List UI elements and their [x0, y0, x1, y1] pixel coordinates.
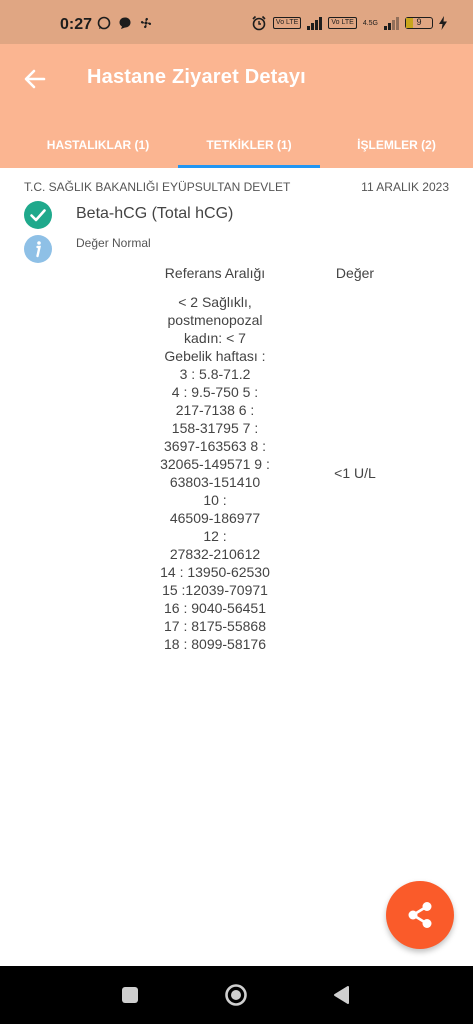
network-type: 4.5G — [362, 19, 378, 27]
battery-level: 9 — [416, 17, 422, 27]
page-title: Hastane Ziyaret Detayı — [87, 66, 306, 88]
circle-icon[interactable] — [224, 983, 248, 1007]
share-button[interactable] — [386, 881, 454, 949]
info-icon — [24, 235, 52, 263]
app-bar — [0, 44, 473, 168]
value-header: Değer — [335, 265, 375, 281]
status-bar — [0, 0, 473, 44]
arrow-left-icon — [20, 64, 50, 94]
signal-strength-1-icon — [307, 17, 322, 30]
triangle-back-icon[interactable] — [332, 985, 350, 1005]
check-circle-icon — [24, 201, 52, 229]
reference-range-text: < 2 Sağlıklı, postmenopozal kadın: < 7 Gebelik haftası : 3 : 5.8-71.2 4 : 9.5-750 5 : 217-7138 6 : 158-31795 7 : 3697-163563 8 : 32065-149571 9 : 63803-151410 10 : 46509-186977 12 : 27832-210612 14 : 13950-62530 15 :12039-70971 16 : 9040-56451 17 : 8175-55868 18 : 8099-58176 — [160, 294, 270, 652]
system-navigation-bar — [0, 966, 473, 1024]
volte-chip-1: Vo LTE — [273, 17, 301, 29]
tab-selected-indicator — [178, 165, 320, 168]
alarm-icon — [251, 15, 267, 31]
status-time: 0:27 — [60, 16, 93, 33]
tab-tetkikler[interactable]: TETKİKLER (1) — [206, 138, 292, 152]
battery-icon — [405, 17, 433, 29]
visit-date: 11 ARALIK 2023 — [361, 180, 449, 194]
square-icon[interactable] — [121, 986, 139, 1004]
tab-hastaliklar[interactable]: HASTALIKLAR (1) — [46, 138, 150, 152]
charging-bolt-icon — [439, 16, 447, 30]
signal-strength-2-icon — [384, 17, 399, 30]
chat-bubble-icon — [118, 16, 132, 30]
hospital-name: T.C. SAĞLIK BAKANLIĞI EYÜPSULTAN DEVLET — [24, 180, 291, 194]
tab-islemler[interactable]: İŞLEMLER (2) — [357, 138, 436, 152]
status-system-icons — [251, 15, 447, 31]
share-icon — [403, 898, 437, 932]
reference-range-header: Referans Aralığı — [164, 265, 266, 281]
value-status: Değer Normal — [76, 236, 151, 250]
whatsapp-icon — [97, 16, 111, 30]
status-notification-icons — [97, 16, 153, 30]
visit-meta — [0, 180, 473, 196]
test-name: Beta-hCG (Total hCG) — [76, 205, 234, 222]
tab-bar — [0, 122, 473, 168]
back-button[interactable] — [20, 64, 50, 94]
fan-icon — [139, 16, 153, 30]
volte-chip-2: Vo LTE — [328, 17, 356, 29]
test-value: <1 U/L — [334, 465, 376, 481]
